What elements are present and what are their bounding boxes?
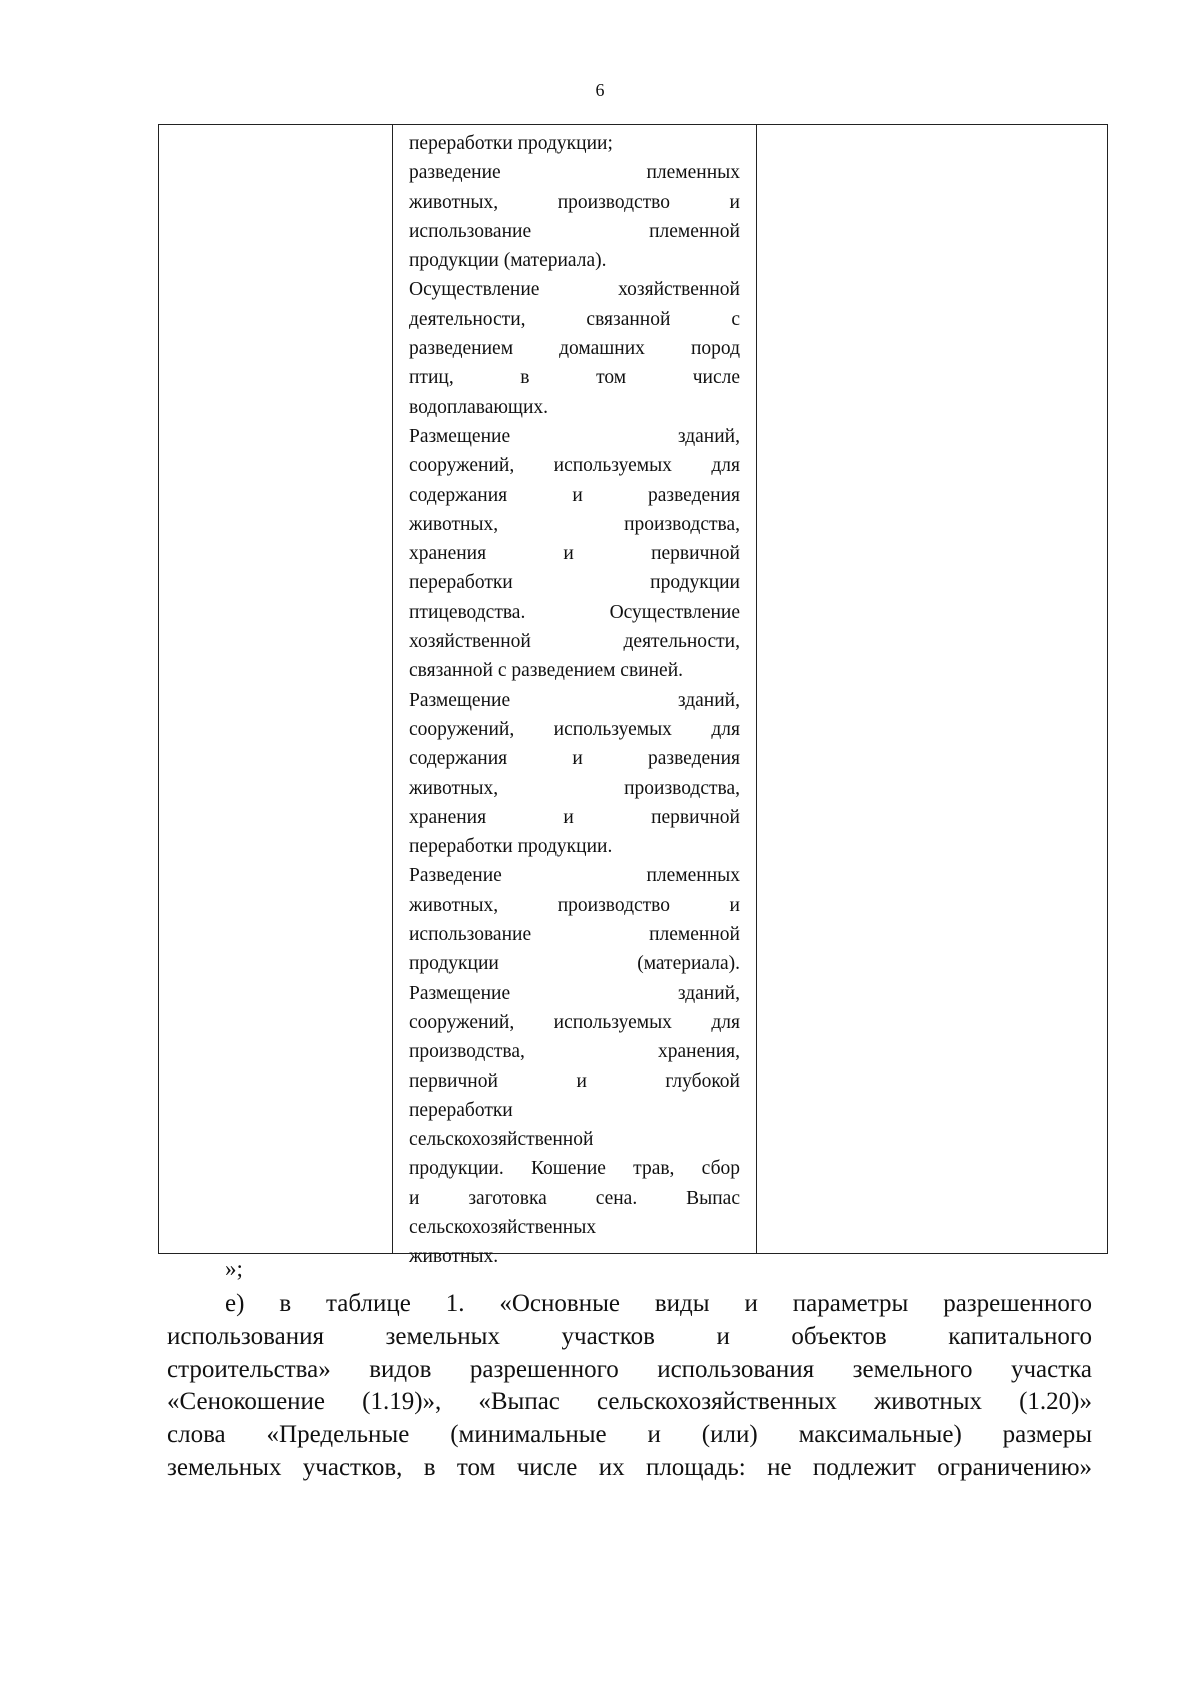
cell-line: хозяйственной деятельности, xyxy=(409,631,740,653)
paragraph-line: слова «Предельные (минимальные и (или) максимальные) размеры xyxy=(167,1421,1092,1449)
cell-line: животных, производства, xyxy=(409,777,740,799)
cell-line: сооружений, используемых для xyxy=(409,718,740,740)
cell-line: животных, производства, xyxy=(409,513,740,535)
cell-line: сооружений, используемых для xyxy=(409,455,740,477)
cell-line: Разведение племенных xyxy=(409,865,740,887)
cell-line: хранения и первичной xyxy=(409,543,740,565)
cell-line: птиц, в том числе xyxy=(409,367,740,389)
cell-line: и заготовка сена. Выпас xyxy=(409,1187,740,1209)
cell-line: продукции (материала). xyxy=(409,250,607,272)
cell-line: разведением домашних пород xyxy=(409,338,740,360)
cell-line: переработки xyxy=(409,1099,513,1121)
cell-line: Размещение зданий, xyxy=(409,982,740,1004)
cell-line: водоплавающих. xyxy=(409,396,549,418)
cell-line: содержания и разведения xyxy=(409,748,740,770)
closing-quote: »; xyxy=(225,1256,243,1281)
cell-line: использование племенной xyxy=(409,924,740,946)
cell-line: переработки продукции xyxy=(409,572,740,594)
cell-line: Размещение зданий, xyxy=(409,425,740,447)
table-row xyxy=(159,125,1108,1254)
table-cell-zone xyxy=(159,125,393,1254)
cell-line: сооружений, используемых для xyxy=(409,1011,740,1033)
cell-line: животных, производство и xyxy=(409,894,740,916)
cell-line: Размещение зданий, xyxy=(409,689,740,711)
land-use-table xyxy=(158,124,1108,1268)
cell-line: птицеводства. Осуществление xyxy=(409,601,740,623)
page-number: 6 xyxy=(595,80,605,100)
cell-line: разведение племенных xyxy=(409,162,740,184)
amendment-paragraph xyxy=(167,1288,1092,1485)
cell-line: животных. xyxy=(409,1246,499,1268)
cell-text-description xyxy=(393,125,756,1268)
cell-line: сельскохозяйственной xyxy=(409,1129,594,1151)
cell-line: сельскохозяйственных xyxy=(409,1216,597,1238)
table-cell-parameters xyxy=(757,125,1108,1254)
paragraph-line: использования земельных участков и объектов капитального xyxy=(167,1322,1092,1350)
cell-line: первичной и глубокой xyxy=(409,1070,740,1092)
cell-line: животных, производство и xyxy=(409,191,740,213)
cell-line: связанной с разведением свиней. xyxy=(409,660,684,682)
cell-line: хранения и первичной xyxy=(409,806,740,828)
cell-line: переработки продукции. xyxy=(409,836,613,858)
cell-line: Осуществление хозяйственной xyxy=(409,279,740,301)
cell-line: производства, хранения, xyxy=(409,1041,740,1063)
cell-line: переработки продукции; xyxy=(409,133,613,154)
table-cell-description xyxy=(393,125,757,1268)
paragraph-line: «Сенокошение (1.19)», «Выпас сельскохозяйственных животных (1.20)» xyxy=(167,1388,1092,1416)
cell-line: деятельности, связанной с xyxy=(409,308,740,330)
cell-text-parameters xyxy=(757,125,1107,1253)
cell-line: содержания и разведения xyxy=(409,484,740,506)
paragraph-line: е) в таблице 1. «Основные виды и параметры разрешенного xyxy=(225,1290,1092,1317)
cell-line: продукции. Кошение трав, сбор xyxy=(409,1158,740,1180)
paragraph-line: строительства» видов разрешенного использования земельного участка xyxy=(167,1355,1092,1383)
paragraph-line: земельных участков, в том числе их площадь: не подлежит ограничению» xyxy=(167,1453,1092,1481)
cell-text-zone xyxy=(159,125,392,1253)
cell-line: использование племенной xyxy=(409,220,740,242)
cell-line: продукции (материала). xyxy=(409,953,740,975)
